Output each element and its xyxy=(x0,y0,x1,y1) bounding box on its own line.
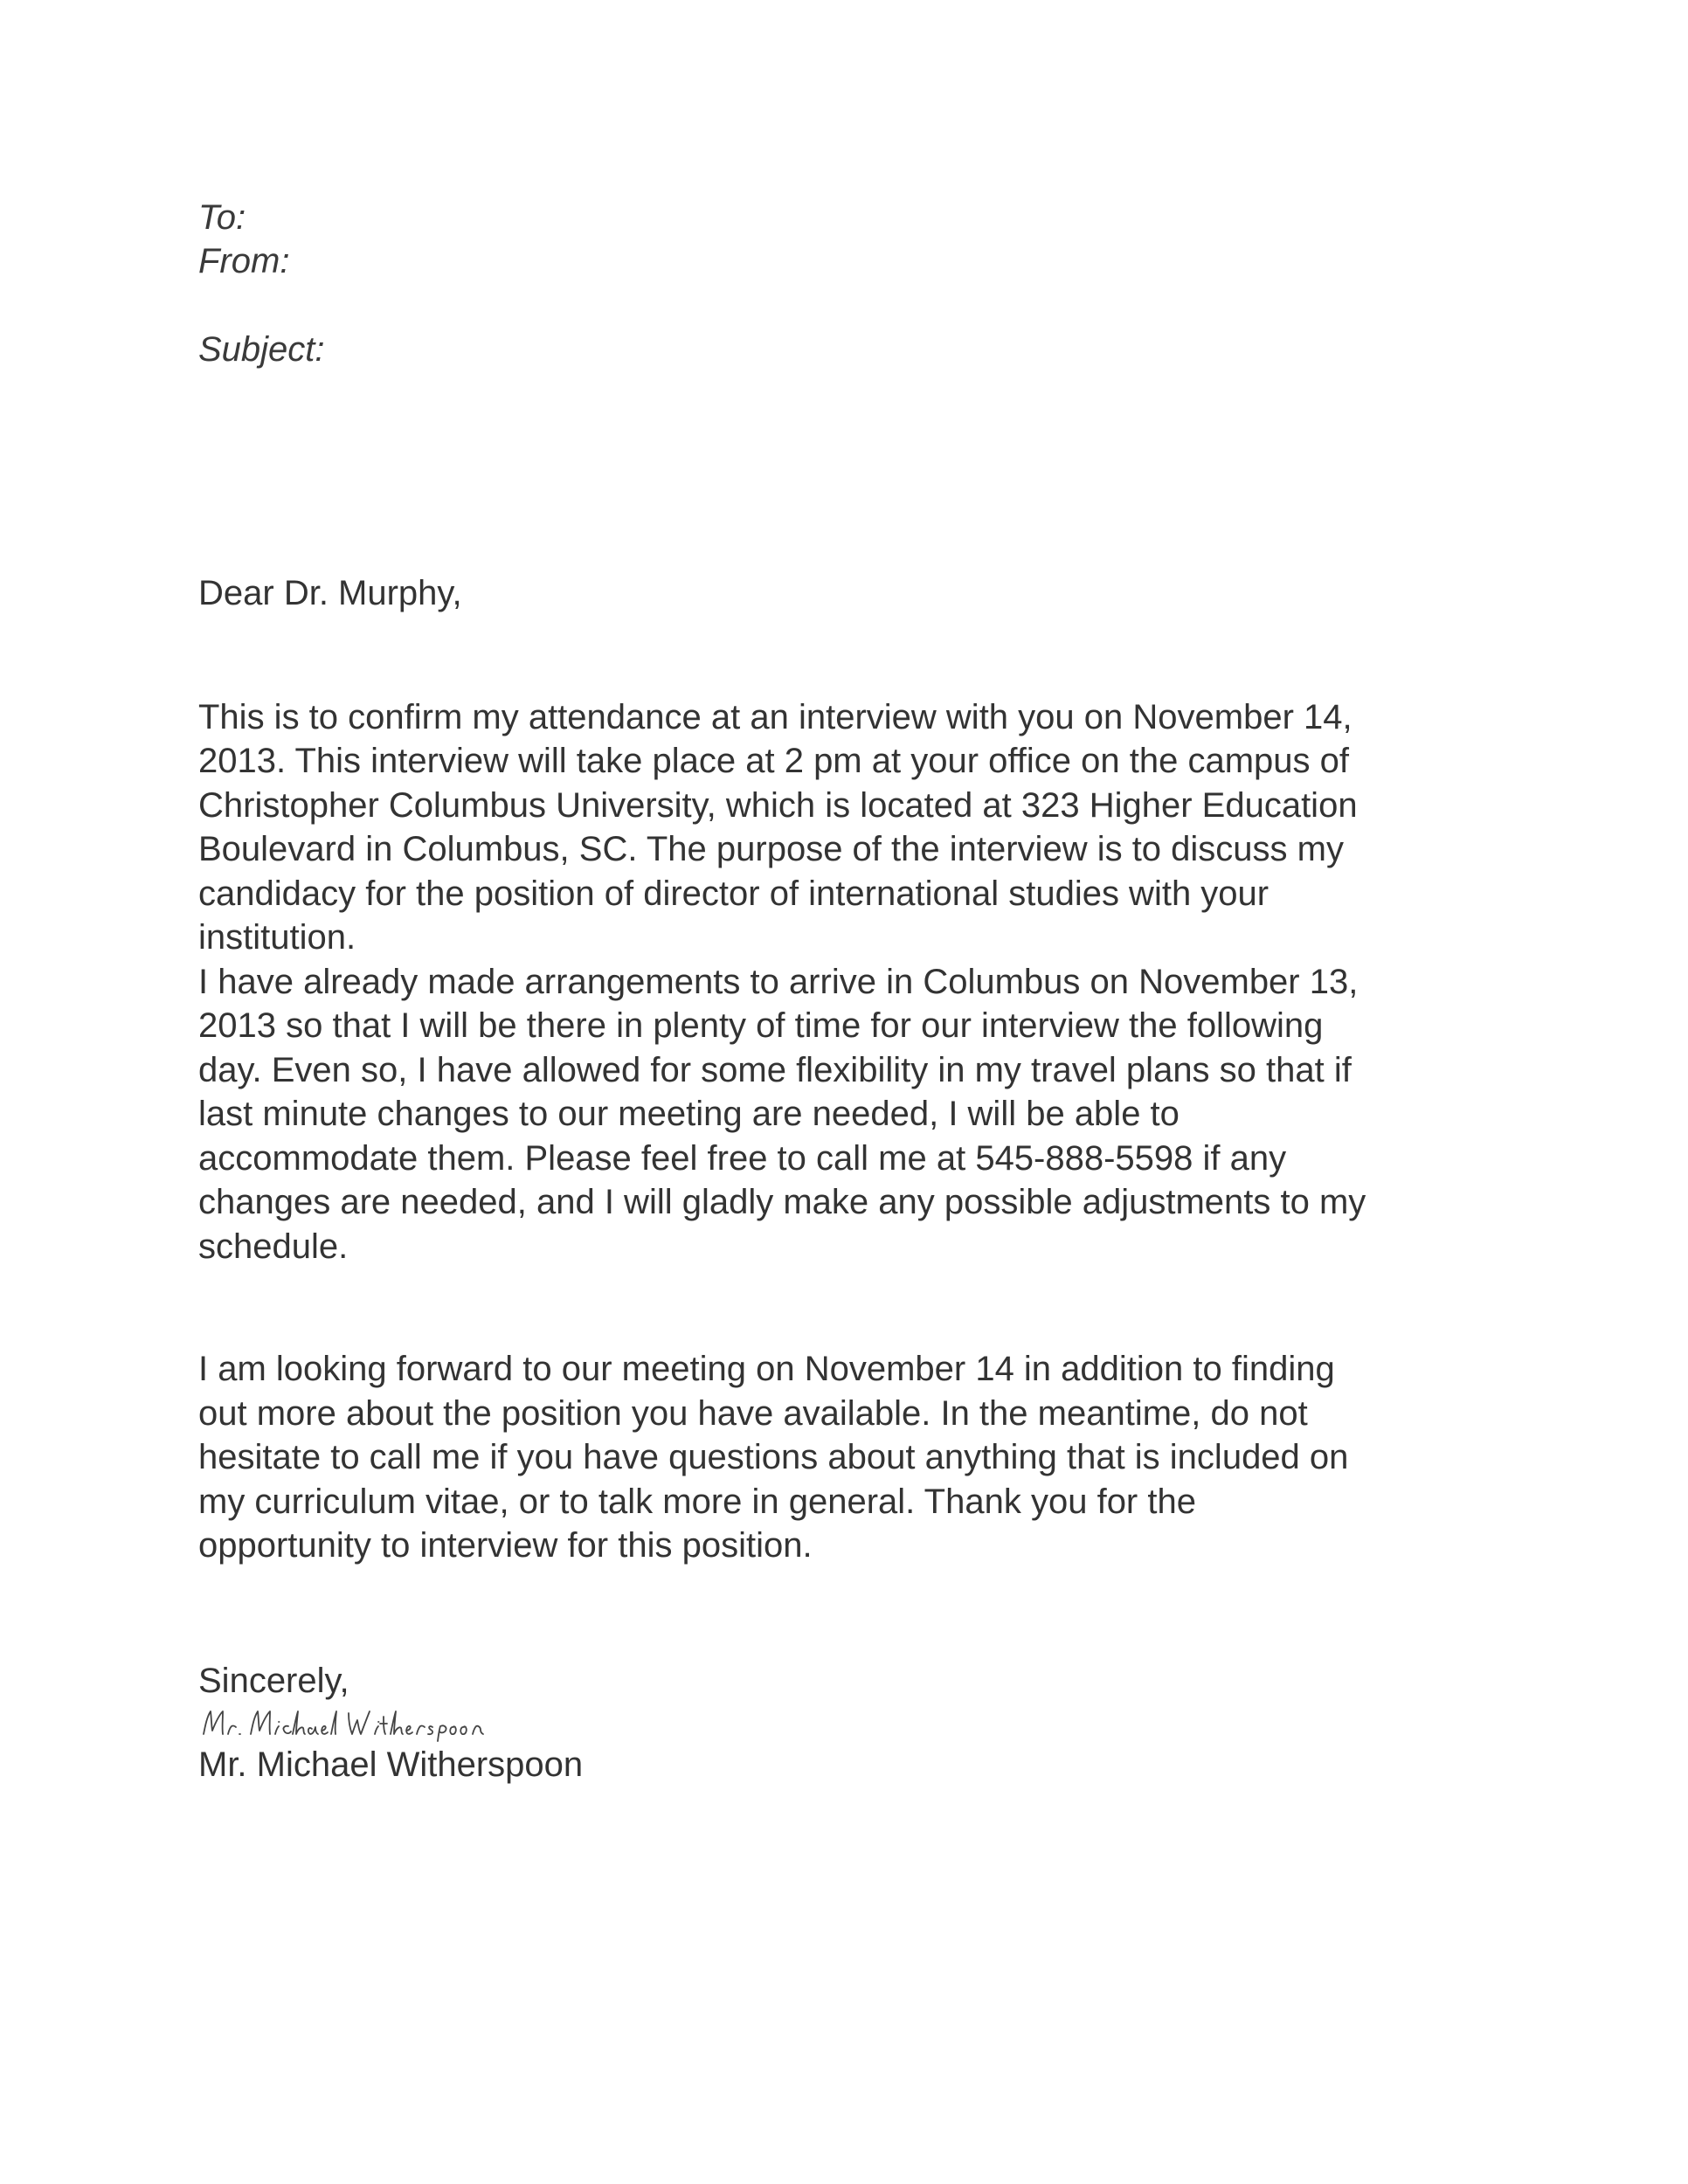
memo-header xyxy=(198,196,325,371)
salutation: Dear Dr. Murphy, xyxy=(198,574,462,612)
body-paragraph-1: This is to confirm my attendance at an interview with you on November 14, 2013. This interview will take place at 2 pm at your office on the campus of Christopher Columbus University, which is located at 323 Higher Education Boulevard in Columbus, SC. The purpose of the interview is to discuss my candidacy for the position of director of international studies with your institution. xyxy=(198,697,1358,957)
body-paragraph-2: I have already made arrangements to arrive in Columbus on November 13, 2013 so that I will be there in plenty of time for our interview the following day. Even so, I have allowed for some flexibility in my travel plans so that if last minute changes to our meeting are needed, I will be able to accommodate them. Please feel free to call me at 545-888-5598 if any changes are needed, and I will gladly make any possible adjustments to my schedule. xyxy=(198,962,1366,1266)
from-label: From: xyxy=(198,242,290,280)
body-paragraph-3: I am looking forward to our meeting on November 14 in addition to finding out more about the position you have available. In the meantime, do not hesitate to call me if you have questions about anything that is included on my curriculum vitae, or to talk more in general. Thank you for the opportunity to interview for this position. xyxy=(198,1350,1349,1565)
closing: Sincerely, xyxy=(198,1661,349,1700)
to-label: To: xyxy=(198,198,246,237)
handwritten-signature xyxy=(198,1704,1509,1743)
subject-label: Subject: xyxy=(198,330,325,369)
letter-body xyxy=(198,571,1509,1787)
printed-name: Mr. Michael Witherspoon xyxy=(198,1745,584,1784)
